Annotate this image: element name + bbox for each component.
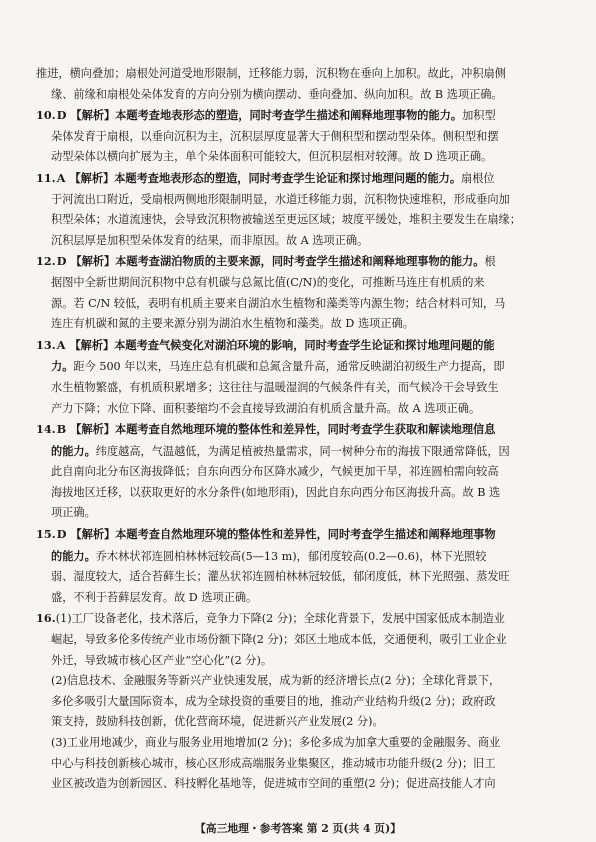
question-number: 10.: [36, 108, 56, 123]
analysis-label: 【解析】: [69, 170, 115, 185]
text-line: 海拔地区迁移，以获取更好的水分条件(如地形雨)，因此自东向西分布区海拔升高。故 B 选: [51, 485, 501, 499]
question-number: 11.: [36, 170, 56, 185]
page-footer: 【高三地理・参考答案 第 2 页(共 4 页)】: [195, 822, 401, 835]
text-line: 中心与科技创新核心城市，核心区形成高端服务业集聚区，推动城市功能升级(2 分)；旧工: [51, 756, 496, 770]
analysis-text: 根: [484, 255, 496, 269]
analysis-text: 加积型: [462, 109, 496, 123]
analysis-text: 距今 500 年以来，马连庄总有机碳和总氮含量升高，通常反映湖泊初级生产力提高，即: [73, 360, 505, 374]
answer-choice: D: [56, 108, 67, 123]
text-line: 策支持，鼓励科技创新，优化营商环境，促进新兴产业发展(2 分)。: [51, 715, 384, 729]
analysis-label: 【解析】: [69, 337, 115, 352]
analysis-label: 【解析】: [70, 527, 116, 542]
answer-choice: A: [56, 337, 66, 352]
answer-item-12: [36, 251, 560, 334]
analysis-summary: 本题考查气候变化对湖泊环境的影响，同时考查学生论证和探讨地理问题的能: [114, 337, 495, 352]
answer-item-13: [36, 335, 560, 419]
text-line: 朵体发育于扇根，以垂向沉积为主，沉积层厚度显著大于侧积型和摆动型朵体。侧积型和摆: [51, 129, 499, 143]
text-line: 沉积层厚是加积型朵体发育的结果，而非原因。故 A 选项正确。: [51, 233, 369, 247]
answer-item-14: [36, 419, 560, 524]
text-line: 弱、湿度较大，适合苔藓生长；灌丛状祁连圆柏林林冠较低，郁闭度低，林下光照强、蒸发旺: [51, 570, 510, 584]
text-line: 外迁，导致城市核心区产业“空心化”(2 分)。: [51, 653, 273, 667]
question-number: 16.: [36, 611, 56, 626]
text-line: 盛，不利于苔藓层发育。故 D 选项正确。: [51, 590, 258, 604]
text-line: 动型朵体以横向扩展为主，单个朵体面积可能较大，但沉积层相对较薄。故 D 选项正确。: [51, 150, 493, 164]
question-number: 12.: [36, 254, 56, 269]
analysis-summary-end: 的能力。: [51, 548, 96, 563]
text-line: 连庄有机碳和氮的主要来源分别为湖泊水生植物和藻类。故 D 选项正确。: [51, 317, 414, 331]
answer-item-10: [36, 105, 560, 168]
text-line: 于河流出口附近，受扇根两侧地形限制明显，水道迁移能力弱，沉积物快速堆积，形成垂向加: [51, 192, 510, 206]
analysis-summary: 本题考查自然地理环境的整体性和差异性，同时考查学生获取和解读地理信息: [115, 422, 496, 437]
analysis-summary: 本题考查湖泊物质的主要来源，同时考查学生描述和阐释地理事物的能力。: [115, 254, 485, 269]
analysis-summary: 本题考查地表形态的塑造，同时考查学生论证和探讨地理问题的能力。: [114, 170, 462, 185]
question-number: 14.: [36, 422, 56, 437]
analysis-summary-end: 的能力。: [51, 443, 96, 458]
answer-key-body: [36, 64, 560, 795]
analysis-summary-end: 力。: [51, 359, 74, 374]
analysis-text: 纬度越高，气温越低，为满足植被热量需求，同一树种分布的海拔下限通常降低，因: [95, 444, 510, 458]
part-3-first-line: (3)工业用地减少，商业与服务业用地增加(2 分)；多伦多成为加拿大重要的金融服务、商业: [51, 736, 501, 749]
text-line: 据图中全新世期间沉积物中总有机碳与总氮比值(C/N)的变化，可推断马连庄有机质的来: [51, 275, 485, 289]
question-number: 13.: [36, 337, 56, 352]
text-line: 缘、前缘和扇根处朵体发育的方向分别为横向摆动、垂向叠加、纵向加积。故 B 选项正确。: [51, 87, 503, 101]
text-line: 此自南向北分布区海拔降低；自东向西分布区降水减少，气候更加干旱，祁连圆柏需向较高: [51, 465, 499, 479]
answer-item-16: [36, 608, 560, 794]
answer-choice: A: [56, 170, 66, 185]
part-1-first-line: (1)工厂设备老化，技术落后，竞争力下降(2 分)；全球化背景下，发展中国家低成本制造业: [55, 612, 505, 626]
question-number: 15.: [36, 527, 56, 542]
text-line: 多伦多吸引大量国际资本，成为全球投资的重要目的地，推动产业结构升级(2 分)；政府政: [51, 694, 496, 708]
part-2-first-line: (2)信息技术、金融服务等新兴产业快速发展，成为新的经济增长点(2 分)；全球化背景下，: [51, 674, 501, 688]
previous-answer-continuation: [36, 64, 560, 105]
analysis-summary: 本题考查地表形态的塑造，同时考查学生描述和阐释地理事物的能力。: [115, 108, 463, 123]
text-line: 业区被改造为创新园区、科技孵化基地等，促进城市空间的重塑(2 分)；促进高技能人才向: [51, 777, 496, 791]
analysis-label: 【解析】: [70, 422, 115, 437]
analysis-label: 【解析】: [70, 254, 116, 269]
text-line: 产力下降；水位下降、面积萎缩均不会直接导致湖泊有机质含量升高。故 A 选项正确。: [51, 401, 481, 415]
text-line: 水生植物繁盛，有机质积累增多；这往往与温暖湿润的气候条件有关，而气候冷干会导致生: [51, 380, 499, 394]
analysis-text: 乔木林状祁连圆柏林林冠较高(5—13 m)，郁闭度较高(0.2—0.6)，林下光照较: [95, 549, 487, 563]
text-line: 源。若 C/N 较低，表明有机质主要来自湖泊水生植物和藻类等内源生物；结合材料可知，马: [51, 296, 506, 310]
answer-choice: D: [56, 527, 67, 542]
answer-choice: B: [56, 422, 67, 437]
analysis-text: 扇根位: [461, 171, 495, 185]
text-line: 项正确。: [51, 506, 96, 520]
answer-item-11: [36, 168, 560, 251]
answer-choice: D: [56, 254, 67, 269]
analysis-summary: 本题考查自然地理环境的整体性和差异性，同时考查学生描述和阐释地理事物: [115, 527, 496, 542]
text-line: 积型朵体；水道流速快，会导致沉积物被输送至更远区域；坡度平缓处，堆积主要发生在扇缘；: [51, 213, 521, 227]
analysis-label: 【解析】: [70, 108, 116, 123]
text-line: 推进，横向叠加；扇根处河道受地形限制，迁移能力弱，沉积物在垂向上加积。故此，冲积扇侧: [36, 67, 506, 80]
answer-item-15: [36, 524, 560, 608]
text-line: 崛起，导致多伦多传统产业市场份额下降(2 分)；郊区土地成本低，交通便利，吸引工业企业: [51, 633, 507, 647]
